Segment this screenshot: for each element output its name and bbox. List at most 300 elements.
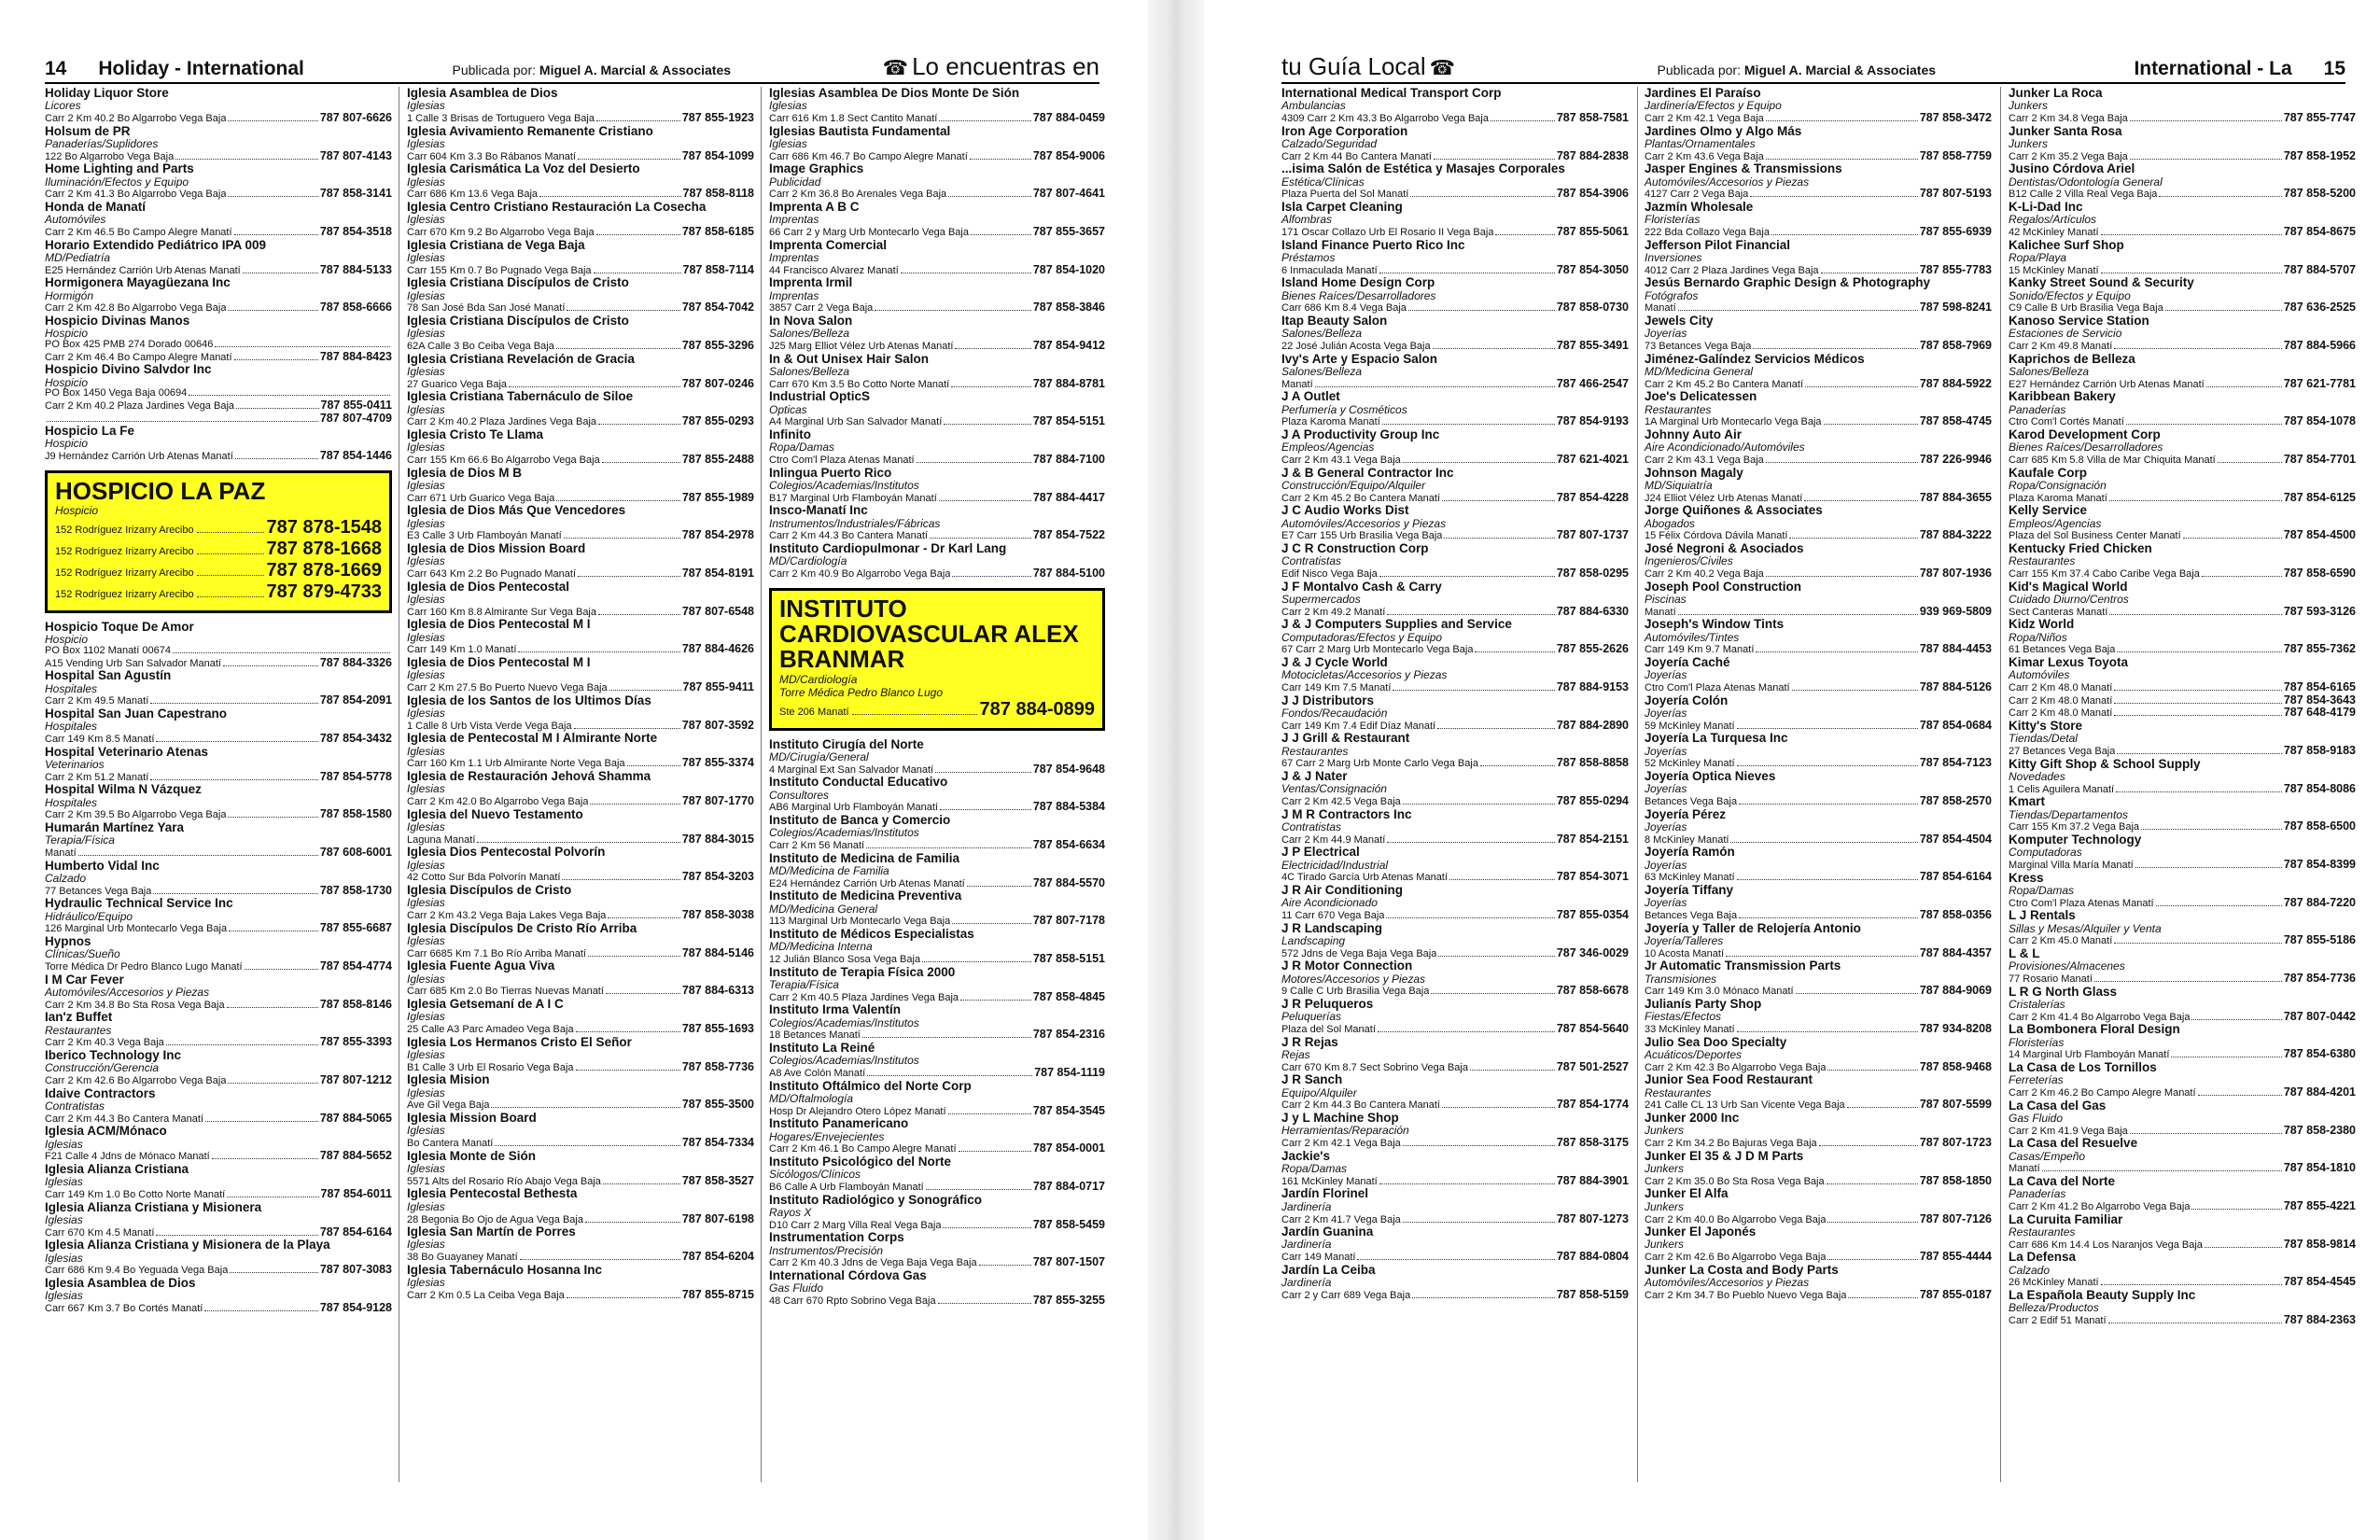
listing-address: Carr 2 Km 42.5 Vega Baja: [1281, 797, 1401, 808]
listing-phone: 787 854-2316: [1032, 1028, 1105, 1042]
listing-entry: [1281, 770, 1629, 808]
listing-line: [1645, 871, 1992, 884]
listing-entry: [2009, 909, 2356, 947]
listing-address: B12 Calle 2 Villa Real Vega Baja: [2009, 189, 2158, 201]
listing-phone: 787 854-9648: [1032, 762, 1105, 776]
listing-phone: 787 854-3203: [681, 870, 754, 884]
listing-name: Hospicio La Fe: [45, 423, 135, 438]
listing-name: Iglesia Centro Cristiano Restauración La Cosecha: [407, 200, 707, 215]
listing-name: Image Graphics: [769, 161, 864, 176]
listing-name: Junker La Costa and Body Parts: [1645, 1262, 1839, 1277]
listing-phone: 787 884-5126: [1919, 680, 1992, 694]
listing-category: Provisiones/Almacenes: [2009, 959, 2125, 973]
listing-line: [45, 694, 392, 707]
dot-leader: [598, 614, 680, 615]
listing-address: Plaza Karoma Manatí: [2009, 493, 2107, 504]
listing-name: Iglesia Discípulos de Cristo: [407, 883, 572, 898]
listing-entry: [1281, 808, 1629, 847]
listing-name: Insco-Manatí Inc: [769, 503, 868, 518]
listing-category: Hidráulico/Equipo: [45, 909, 133, 923]
listing-name: Jardines El Paraíso: [1645, 86, 1761, 100]
listing-address: Carr 686 Km 14.4 Los Naranjos Vega Baja: [2009, 1239, 2203, 1251]
listing-phone: 787 858-5200: [2283, 187, 2356, 201]
listing-address: 12 Julián Blanco Sosa Vega Baja: [769, 955, 921, 965]
dot-leader: [926, 1189, 1031, 1190]
dot-leader: [1848, 1297, 1917, 1298]
dot-leader: [1379, 1183, 1555, 1184]
listing-category: Restaurantes: [1281, 744, 1349, 758]
listing-address: 161 McKinley Manatí: [1281, 1176, 1378, 1187]
listing-entry: [2009, 467, 2356, 505]
listing-name: Jewels City: [1645, 314, 1714, 329]
listing-category: Alfombras: [1281, 213, 1333, 227]
listing-address: Carr 2 Km 44.3 Bo Cantera Manatí: [769, 531, 928, 542]
dot-leader: [197, 532, 264, 533]
listing-line: [2009, 529, 2356, 542]
listing-phone: 787 884-2363: [2283, 1313, 2356, 1327]
listing-category: Aire Acondicionado/Automóviles: [1645, 441, 1805, 455]
listing-entry: [2009, 986, 2356, 1024]
listing-entry: [407, 162, 754, 201]
listing-phone: 787 854-6204: [681, 1250, 754, 1264]
listing-address: 1 Calle 3 Brisas de Tortuguero Vega Baja: [407, 114, 595, 125]
listing-line: [2009, 694, 2356, 707]
listing-phone: 787 858-5151: [1032, 952, 1105, 965]
listing-name: La Defensa: [2009, 1250, 2077, 1265]
listing-phone: 787 466-2547: [1556, 376, 1629, 390]
listing-phone: 787 854-8675: [2283, 225, 2356, 239]
listing-phone: 787 884-5707: [2283, 262, 2356, 276]
dot-leader: [959, 1151, 1031, 1152]
listing-name: J F Montalvo Cash & Carry: [1281, 579, 1442, 594]
listing-entry: [407, 1264, 754, 1302]
dot-leader: [867, 1075, 1032, 1076]
listing-category: Iglesias: [407, 441, 445, 455]
listing-category: Regalos/Artículos: [2009, 213, 2097, 227]
listing-entry: [769, 1117, 1105, 1155]
listing-address: B17 Marginal Urb Flamboyán Manatí: [769, 493, 937, 504]
listing-address: 18 Betances Manatí: [769, 1030, 861, 1042]
listing-category: Gas Fluido: [2009, 1112, 2064, 1126]
dot-leader: [862, 1037, 1031, 1038]
listing-address: 48 Carr 670 Rpto Sobrino Vega Baja: [769, 1296, 936, 1308]
listing-category: Ropa/Consignación: [2009, 479, 2107, 493]
listing-phone: 787 854-2978: [681, 528, 754, 542]
listing-entry: [45, 669, 392, 707]
listing-line: [407, 757, 754, 770]
listing-address: 67 Carr 2 Marg Urb Monte Carlo Vega Baja: [1281, 759, 1478, 770]
listing-entry: [45, 821, 392, 860]
listing-phone: 787 854-2091: [319, 693, 392, 707]
listing-phone: 787 854-7123: [1919, 756, 1992, 770]
listing-line: [1645, 1251, 1992, 1264]
listing-category: Iglesias: [407, 175, 445, 189]
listing-address: 152 Rodríguez Irizarry Arecibo: [55, 524, 194, 536]
featured-ad: [769, 588, 1105, 731]
listing-entry: [1645, 998, 1992, 1036]
listing-entry: [45, 1125, 392, 1163]
dot-leader: [1847, 1107, 1918, 1108]
listing-entry: [1281, 353, 1629, 391]
listing-entry: [2009, 1175, 2356, 1213]
dot-leader: [197, 596, 264, 597]
listing-line: [769, 112, 1105, 125]
dot-leader: [1475, 651, 1554, 652]
listing-entry: [1281, 162, 1629, 201]
listing-line: [45, 226, 392, 239]
listing-phone: 787 854-4500: [2283, 528, 2356, 542]
listing-entry: [2009, 833, 2356, 872]
listing-entry: [2009, 276, 2356, 315]
listing-phone: 787 854-6125: [2283, 490, 2356, 504]
listing-entry: [407, 618, 754, 656]
dot-leader: [1433, 348, 1555, 349]
listing-category: Junkers: [1645, 1199, 1685, 1213]
listing-name: Iglesia de los Santos de los Ultimos Días: [407, 693, 651, 707]
listing-name: José Negroni & Asociados: [1645, 541, 1804, 556]
dot-leader: [578, 159, 680, 160]
listing-category: Salones/Belleza: [2009, 365, 2090, 378]
dot-leader: [1766, 159, 1918, 160]
listing-address: Carr 2 Km 41.4 Bo Algarrobo Vega Baja: [2009, 1012, 2191, 1023]
listing-entry: [769, 776, 1105, 814]
listing-name: Jiménez-Galíndez Servicios Médicos: [1645, 351, 1865, 366]
dot-leader: [556, 500, 679, 501]
listing-category: Computadoras/Efectos y Equipo: [1281, 630, 1443, 644]
listing-phone: 787 858-3038: [681, 908, 754, 922]
dot-leader: [2114, 690, 2282, 691]
listing-category: Jardinería: [1281, 1276, 1332, 1290]
listing-phone: 787 854-9128: [319, 1301, 392, 1314]
listing-phone: 787 807-1723: [1919, 1136, 1992, 1150]
dot-leader: [1789, 538, 1917, 539]
listing-category: Jardinería: [1281, 1238, 1332, 1252]
listing-address: Carr 2 Km 49.5 Manatí: [45, 696, 149, 707]
listing-category: Novedades: [2009, 770, 2065, 784]
dot-leader: [2156, 905, 2282, 906]
listing-address: 4 Marginal Ext San Salvador Manatí: [769, 764, 934, 776]
listing-name: J R Peluqueros: [1281, 997, 1374, 1012]
listing-name: Humarán Martínez Yara: [45, 819, 185, 834]
listing-name: Instituto de Medicina Preventiva: [769, 889, 962, 903]
listing-phone: 787 855-0354: [1556, 908, 1629, 922]
listing-line: [2009, 859, 2356, 872]
listing-category: Iglesias: [407, 479, 445, 493]
dot-leader: [2141, 829, 2282, 830]
dot-leader: [562, 879, 679, 880]
listing-name: Jorge Quiñones & Associates: [1645, 503, 1823, 518]
listing-phone: 787 884-2890: [1556, 718, 1629, 732]
listing-category: Calzado: [2009, 1263, 2051, 1277]
listing-line: [1281, 150, 1629, 163]
dot-leader: [556, 348, 680, 349]
listing-category: Terapia/Física: [45, 833, 115, 847]
listing-category: Hospitales: [45, 681, 98, 695]
listing-line: [769, 492, 1105, 505]
listing-address: Carr 149 Km 7.5 Manatí: [1281, 683, 1392, 694]
listing-category: Salones/Belleza: [1281, 365, 1363, 378]
listing-phone: 787 855-3374: [681, 756, 754, 770]
listing-phone: 787 855-3296: [681, 339, 754, 353]
listing-category: Colegios/Academias/Institutos: [769, 479, 919, 493]
listing-line: [769, 226, 1105, 239]
dot-leader: [1827, 1070, 1917, 1071]
listing-address: Carr 2 Edif 51 Manatí: [2009, 1316, 2107, 1327]
listing-category: Veterinarios: [45, 757, 105, 771]
listing-category: Automóviles: [45, 213, 106, 227]
listing-line: [55, 517, 382, 539]
dot-leader: [2183, 538, 2282, 539]
listing-name: Iglesia de Dios Pentecostal M I: [407, 617, 591, 632]
listing-name: Joseph Pool Construction: [1645, 579, 1802, 594]
listing-entry: [407, 846, 754, 884]
listing-name: Junker La Roca: [2009, 86, 2103, 100]
listing-category: Iglesias: [769, 99, 807, 113]
dot-leader: [520, 1259, 680, 1260]
listing-name: Junker El Japonés: [1645, 1225, 1757, 1239]
listing-phone: 787 807-6198: [681, 1211, 754, 1225]
listing-entry: [1645, 315, 1992, 353]
listing-line: [1281, 226, 1629, 239]
listing-phone: 787 855-1989: [681, 490, 754, 504]
listing-name: Iglesia de Restauración Jehová Shamma: [407, 769, 651, 784]
listing-entry: [2009, 125, 2356, 163]
listing-name: Iglesia Cristiana Discípulos de Cristo: [407, 314, 629, 329]
listing-entry: [2009, 1213, 2356, 1252]
listing-entry: [45, 621, 392, 669]
listing-address: 28 Begonia Bo Ojo de Agua Vega Baja: [407, 1214, 583, 1225]
listing-address: Carr 155 Km 66.6 Bo Algarrobo Vega Baja: [407, 455, 600, 467]
dot-leader: [2202, 576, 2282, 577]
dot-leader: [2130, 159, 2282, 160]
listing-address: Carr 2 Km 56 Manatí: [769, 840, 865, 851]
listing-entry: [769, 1080, 1105, 1118]
listing-line: [2009, 188, 2356, 201]
listing-category: Joyerías: [1645, 820, 1687, 834]
listing-line: [1281, 1289, 1629, 1302]
listing-category: Imprentas: [769, 288, 819, 302]
listing-name: Iglesia del Nuevo Testamento: [407, 806, 583, 821]
listing-category: MD/Medicina de Familia: [769, 863, 889, 877]
dot-leader: [852, 714, 977, 715]
listing-phone: 787 636-2525: [2283, 301, 2356, 315]
listing-entry: [45, 87, 392, 125]
listing-phone: 787 858-5459: [1032, 1217, 1105, 1231]
dot-leader: [228, 120, 317, 121]
listing-address: Edif Nisco Vega Baja: [1281, 569, 1378, 581]
listing-line: [407, 947, 754, 960]
dot-leader: [1804, 500, 1917, 501]
listing-entry: [407, 504, 754, 542]
listing-phone: 787 854-1810: [2283, 1161, 2356, 1175]
listing-entry: [1645, 467, 1992, 505]
dot-leader: [585, 1222, 680, 1223]
listing-category: Joyerías: [1645, 668, 1687, 682]
listing-name: I M Car Fever: [45, 972, 124, 987]
listing-name: J R Landscaping: [1281, 920, 1383, 935]
listing-name: L J Rentals: [2009, 908, 2076, 923]
listing-address: J25 Marg Elliot Vélez Urb Atenas Manatí: [769, 342, 954, 353]
listing-category: Instrumentos/Precisión: [769, 1243, 884, 1257]
listing-phone: 787 598-8241: [1919, 301, 1992, 315]
listing-line: [1281, 871, 1629, 884]
listing-entry: [769, 1231, 1105, 1269]
listing-category: Panaderías/Suplidores: [45, 136, 159, 150]
listing-category: Clínicas/Sueño: [45, 947, 120, 961]
listing-name: Junior Sea Food Restaurant: [1645, 1072, 1813, 1087]
listing-address: Manatí: [1645, 607, 1676, 618]
listing-address: 171 Oscar Collazo Urb El Rosario II Vega Baja: [1281, 228, 1494, 239]
listing-address: 42 Cotto Sur Bda Polvorín Manatí: [407, 873, 561, 884]
dot-leader: [2205, 1247, 2282, 1248]
listing-phone: 787 807-6548: [681, 604, 754, 618]
publisher-line: Publicada por: Miguel A. Marcial & Associates: [452, 63, 732, 77]
listing-name: Holiday Liquor Store: [45, 86, 169, 100]
dot-leader: [567, 310, 679, 311]
listing-line: [1645, 1289, 1992, 1302]
listing-entry: [407, 315, 754, 353]
listing-entry: [769, 125, 1105, 163]
dot-leader: [1438, 956, 1554, 957]
listing-address: Carr 2 Km 40.0 Bo Algarrobo Vega Baja: [1645, 1214, 1827, 1225]
listing-name: Iglesia Pentecostal Bethesta: [407, 1186, 578, 1201]
listing-entry: [407, 428, 754, 467]
listing-category: Floristerías: [2009, 1035, 2065, 1049]
listing-entry: [2009, 542, 2356, 581]
featured-name: HOSPICIO LA PAZ: [55, 476, 266, 505]
listing-phone: 787 807-3592: [681, 718, 754, 732]
listing-phone: 787 854-3071: [1556, 870, 1629, 884]
listing-line: [407, 415, 754, 428]
listing-phone: 787 858-8146: [319, 997, 392, 1011]
listing-line: [1281, 1213, 1629, 1226]
listing-address: 27 Betances Vega Baja: [2009, 747, 2116, 758]
listing-entry: [2009, 353, 2356, 391]
listing-line: [2009, 226, 2356, 239]
listing-entry: [2009, 618, 2356, 656]
listing-address: Carr 160 Km 1.1 Urb Almirante Norte Vega Baja: [407, 759, 625, 770]
listing-category: Fiestas/Efectos: [1645, 1010, 1722, 1024]
listing-entry: [407, 201, 754, 239]
listing-line: [769, 454, 1105, 467]
listing-line: [407, 985, 754, 998]
listing-name: Jazmín Wholesale: [1645, 200, 1754, 215]
listing-address: Carr 2 Km 40.2 Bo Algarrobo Vega Baja: [45, 114, 227, 125]
listing-name: Iglesia Cristiana Revelación de Gracia: [407, 351, 635, 366]
listing-line: [45, 646, 392, 657]
listing-address: Carr 2 Km 34.2 Bo Bajuras Vega Baja: [1645, 1139, 1817, 1150]
dot-leader: [1437, 728, 1555, 729]
listing-name: Instituto Irma Valentín: [769, 1002, 902, 1017]
listing-address: Bo Cantera Manatí: [407, 1139, 494, 1150]
listing-line: [45, 188, 392, 201]
listing-category: Iluminación/Efectos y Equipo: [45, 175, 189, 189]
listing-line: [45, 1036, 392, 1049]
listing-category: Empleos/Agencias: [2009, 516, 2102, 530]
listing-category: Junkers: [1645, 1238, 1685, 1252]
listing-entry: [1281, 1264, 1629, 1302]
listing-entry: [769, 162, 1105, 201]
listing-entry: [1281, 276, 1629, 315]
listing-line: [407, 264, 754, 277]
listing-name: Kanky Street Sound & Security: [2009, 275, 2194, 290]
listing-category: Iglesias: [407, 858, 445, 872]
listing-phone: 787 858-1850: [1919, 1173, 1992, 1187]
dot-leader: [1730, 842, 1917, 843]
listing-name: Iglesia Carismática La Voz del Desierto: [407, 161, 640, 176]
listing-name: Iron Age Corporation: [1281, 123, 1408, 138]
listing-category: Iglesias: [407, 1199, 445, 1213]
listing-address: E25 Hernández Carrión Urb Atenas Manatí: [45, 265, 241, 276]
listing-phone: 787 884-7220: [2283, 895, 2356, 909]
listing-entry: [2009, 947, 2356, 986]
featured-ad: [45, 470, 392, 613]
header-rule: [1281, 82, 2345, 84]
listing-name: J & J Nater: [1281, 769, 1348, 784]
listing-line: [2009, 301, 2356, 315]
listing-entry: [1281, 1187, 1629, 1225]
listing-name: Iglesia Avivamiento Remanente Cristiano: [407, 123, 653, 138]
dot-leader: [212, 1158, 318, 1159]
listing-entry: [769, 87, 1105, 125]
dot-leader: [922, 961, 1031, 962]
listing-entry: [2009, 872, 2356, 910]
listing-name: J M R Contractors Inc: [1281, 806, 1412, 821]
listing-address: 15 McKinley Manatí: [2009, 265, 2099, 276]
right-page-header: [1281, 52, 2345, 80]
listing-name: Iglesia Cristiana Tabernáculo de Siloe: [407, 389, 634, 404]
listing-phone: 787 884-0717: [1032, 1180, 1105, 1194]
listing-line: [2009, 643, 2356, 656]
listing-entry: [407, 542, 754, 581]
listing-category: Bienes Raíces/Desarrolladores: [1281, 288, 1436, 302]
dot-leader: [944, 424, 1031, 425]
listing-phone: 787 884-3222: [1919, 528, 1992, 542]
listing-column: [1645, 87, 1992, 1302]
listing-line: [1645, 795, 1992, 808]
listing-entry: [769, 315, 1105, 353]
listing-entry: [1645, 201, 1992, 239]
listing-line: [1645, 947, 1992, 960]
listing-line: [407, 720, 754, 733]
page-number: 14: [45, 58, 67, 79]
listing-name: Hypnos: [45, 933, 91, 948]
listing-phone: 787 807-1507: [1032, 1255, 1105, 1269]
listing-entry: [407, 884, 754, 922]
listing-name: Instituto de Medicina de Familia: [769, 850, 960, 865]
listing-entry: [407, 808, 754, 847]
listing-category: Joyerías: [1645, 896, 1687, 910]
listing-category: Restaurantes: [1645, 1085, 1712, 1099]
dot-leader: [1386, 917, 1554, 918]
listing-phone: 787 855-4444: [1919, 1250, 1992, 1264]
listing-line: [45, 301, 392, 315]
listing-line: [769, 991, 1105, 1004]
listing-line: [1645, 1213, 1992, 1226]
listing-address: B6 Calle A Urb Flamboyán Manatí: [769, 1183, 924, 1194]
dot-leader: [2109, 614, 2281, 615]
listing-line: [769, 1067, 1105, 1080]
listing-name: Iglesia Monte de Sión: [407, 1148, 537, 1163]
listing-phone: 787 858-3175: [1556, 1136, 1629, 1150]
listing-category: Iglesias: [407, 1010, 445, 1024]
listing-line: [407, 795, 754, 808]
listing-name: Joyería Caché: [1645, 655, 1730, 670]
listing-column: [769, 87, 1105, 1308]
listing-phone: 787 855-3491: [1556, 339, 1629, 353]
listing-entry: [1645, 1264, 1992, 1302]
dot-leader: [477, 842, 679, 843]
